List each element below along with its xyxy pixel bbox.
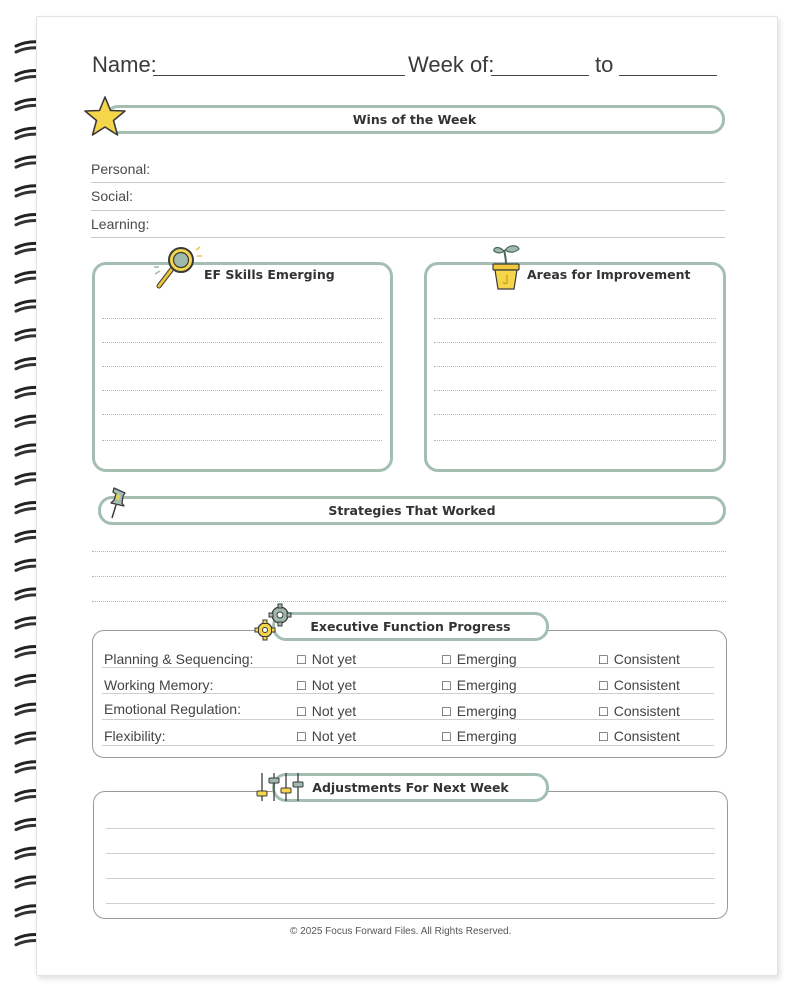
magnifier-icon — [152, 244, 204, 290]
option-emerging[interactable]: ☐ Emerging — [441, 728, 517, 744]
progress-row-divider — [102, 745, 714, 746]
option-not-yet[interactable]: ☐ Not yet — [296, 677, 357, 693]
option-not-yet[interactable]: ☐ Not yet — [296, 728, 357, 744]
wins-learning-line[interactable] — [91, 237, 725, 238]
progress-row-label: Emotional Regulation: — [104, 701, 241, 717]
wins-personal-label: Personal: — [91, 161, 151, 177]
option-emerging[interactable]: ☐ Emerging — [441, 651, 517, 667]
ef-skills-line[interactable] — [102, 440, 382, 441]
strategies-line[interactable] — [92, 551, 726, 552]
adjustments-line[interactable] — [106, 828, 715, 829]
copyright-footer: © 2025 Focus Forward Files. All Rights Reserved. — [290, 926, 512, 937]
option-emerging[interactable]: ☐ Emerging — [441, 703, 517, 719]
wins-learning-label: Learning: — [91, 216, 150, 232]
ef-skills-line[interactable] — [102, 414, 382, 415]
option-consistent[interactable]: ☐ Consistent — [598, 677, 680, 693]
checkbox-icon[interactable]: ☐ — [296, 705, 307, 719]
plant-pot-icon — [490, 242, 524, 292]
week-end-field[interactable] — [619, 75, 717, 76]
gears-icon — [252, 602, 294, 644]
ef-skills-title: EF Skills Emerging — [204, 267, 335, 282]
week-start-field[interactable] — [491, 75, 589, 76]
option-emerging[interactable]: ☐ Emerging — [441, 677, 517, 693]
ef-skills-line[interactable] — [102, 390, 382, 391]
checkbox-icon[interactable]: ☐ — [598, 653, 609, 667]
pushpin-icon — [104, 485, 130, 521]
strategies-line[interactable] — [92, 601, 726, 602]
option-consistent[interactable]: ☐ Consistent — [598, 651, 680, 667]
adjustments-header — [272, 773, 549, 802]
progress-header — [272, 612, 549, 641]
progress-row-label: Flexibility: — [104, 728, 166, 744]
ef-skills-line[interactable] — [102, 366, 382, 367]
checkbox-icon[interactable]: ☐ — [441, 730, 452, 744]
week-of-label: Week of: — [408, 52, 495, 77]
adjustments-box — [93, 791, 728, 919]
ef-skills-line[interactable] — [102, 318, 382, 319]
progress-row-divider — [102, 719, 714, 720]
option-not-yet[interactable]: ☐ Not yet — [296, 703, 357, 719]
strategies-line[interactable] — [92, 576, 726, 577]
wins-social-line[interactable] — [91, 210, 725, 211]
improvement-line[interactable] — [434, 390, 716, 391]
progress-row-divider — [102, 667, 714, 668]
checkbox-icon[interactable]: ☐ — [296, 679, 307, 693]
improvement-title: Areas for Improvement — [527, 267, 691, 282]
star-icon — [82, 95, 128, 139]
checkbox-icon[interactable]: ☐ — [441, 679, 452, 693]
wins-header — [104, 105, 725, 134]
option-consistent[interactable]: ☐ Consistent — [598, 703, 680, 719]
option-consistent[interactable]: ☐ Consistent — [598, 728, 680, 744]
checkbox-icon[interactable]: ☐ — [296, 730, 307, 744]
progress-title: Executive Function Progress — [310, 619, 511, 634]
checkbox-icon[interactable]: ☐ — [441, 705, 452, 719]
adjustments-title: Adjustments For Next Week — [312, 780, 509, 795]
improvement-line[interactable] — [434, 342, 716, 343]
name-label: Name: — [92, 52, 157, 77]
wins-title: Wins of the Week — [352, 112, 477, 127]
progress-row-label: Working Memory: — [104, 677, 214, 693]
wins-social-label: Social: — [91, 188, 134, 204]
improvement-line[interactable] — [434, 414, 716, 415]
name-field[interactable] — [153, 75, 405, 76]
strategies-title: Strategies That Worked — [328, 503, 496, 518]
checkbox-icon[interactable]: ☐ — [598, 679, 609, 693]
improvement-line[interactable] — [434, 440, 716, 441]
strategies-header — [98, 496, 726, 525]
checkbox-icon[interactable]: ☐ — [598, 705, 609, 719]
progress-row-label: Planning & Sequencing: — [104, 651, 254, 667]
adjustments-line[interactable] — [106, 853, 715, 854]
adjustments-line[interactable] — [106, 878, 715, 879]
progress-row-divider — [102, 693, 714, 694]
checkbox-icon[interactable]: ☐ — [441, 653, 452, 667]
sliders-icon — [255, 770, 307, 804]
to-label: to — [595, 52, 614, 77]
wins-personal-line[interactable] — [91, 182, 725, 183]
checkbox-icon[interactable]: ☐ — [296, 653, 307, 667]
checkbox-icon[interactable]: ☐ — [598, 730, 609, 744]
ef-skills-line[interactable] — [102, 342, 382, 343]
option-not-yet[interactable]: ☐ Not yet — [296, 651, 357, 667]
improvement-line[interactable] — [434, 318, 716, 319]
adjustments-line[interactable] — [106, 903, 715, 904]
improvement-line[interactable] — [434, 366, 716, 367]
